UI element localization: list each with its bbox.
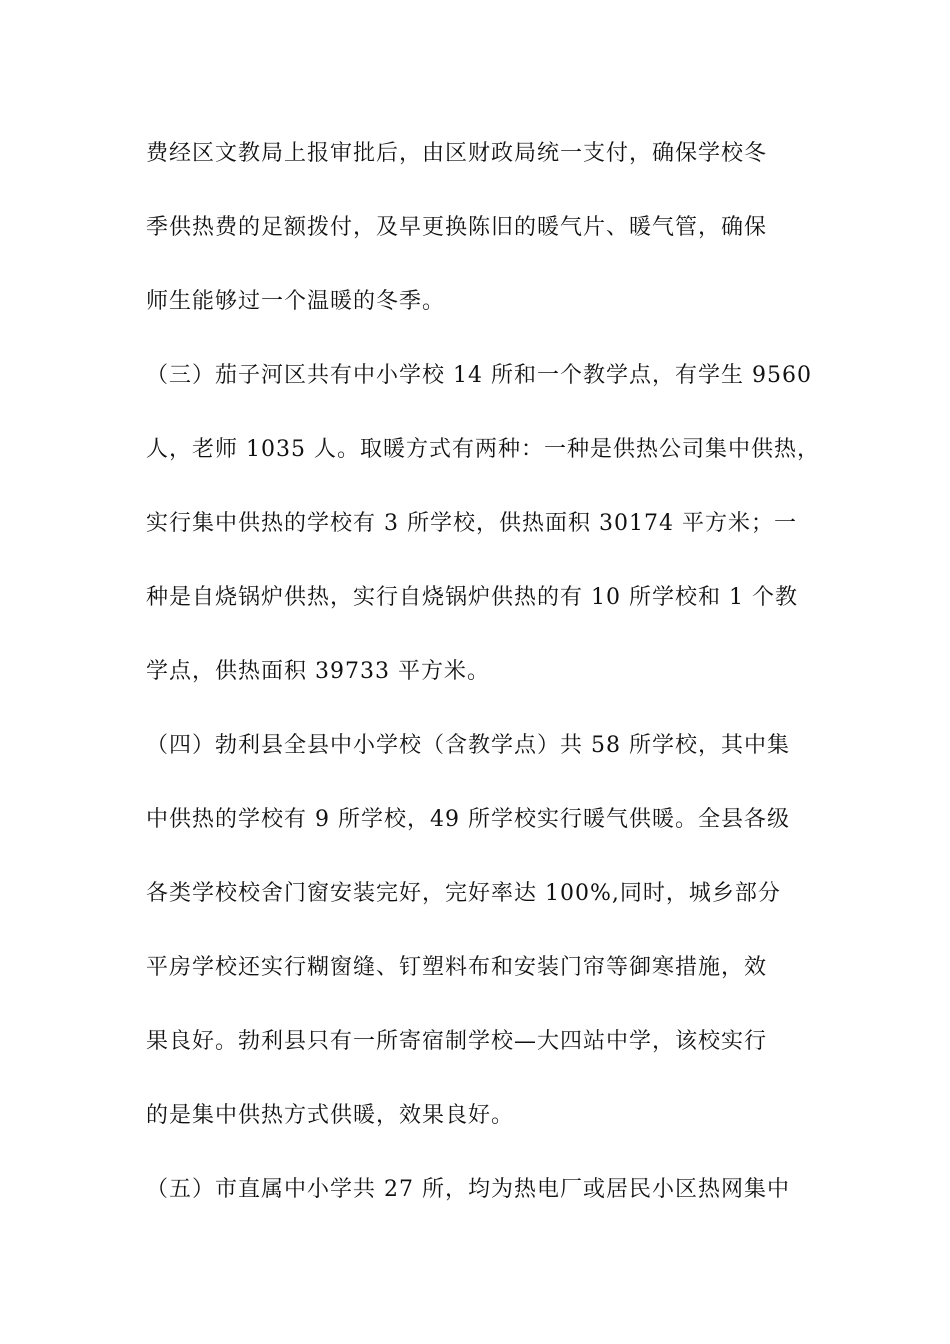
text-line: 各类学校校舍门窗安装完好，完好率达 100%,同时，城乡部分 [146, 881, 781, 906]
text-line: 的是集中供热方式供暖，效果良好。 [146, 1103, 515, 1128]
text-line: （五）市直属中小学共 27 所，均为热电厂或居民小区热网集中 [146, 1177, 790, 1202]
text-line: （三）茄子河区共有中小学校 14 所和一个教学点，有学生 9560 [146, 363, 812, 388]
text-line: （四）勃利县全县中小学校（含教学点）共 58 所学校，其中集 [146, 733, 790, 758]
text-line: 实行集中供热的学校有 3 所学校，供热面积 30174 平方米；一 [146, 511, 797, 536]
text-line: 学点，供热面积 39733 平方米。 [146, 659, 490, 684]
text-line: 师生能够过一个温暖的冬季。 [146, 289, 446, 314]
text-line: 种是自烧锅炉供热，实行自烧锅炉供热的有 10 所学校和 1 个教 [146, 585, 798, 610]
text-line: 人，老师 1035 人。取暖方式有两种：一种是供热公司集中供热， [146, 437, 820, 462]
document-body [146, 134, 826, 1244]
text-line: 果良好。勃利县只有一所寄宿制学校—大四站中学，该校实行 [146, 1029, 768, 1054]
text-line: 中供热的学校有 9 所学校，49 所学校实行暖气供暖。全县各级 [146, 807, 790, 832]
text-line: 平房学校还实行糊窗缝、钉塑料布和安装门帘等御寒措施，效 [146, 955, 768, 980]
text-line: 费经区文教局上报审批后，由区财政局统一支付，确保学校冬 [146, 141, 768, 166]
text-line: 季供热费的足额拨付，及早更换陈旧的暖气片、暖气管，确保 [146, 215, 768, 240]
